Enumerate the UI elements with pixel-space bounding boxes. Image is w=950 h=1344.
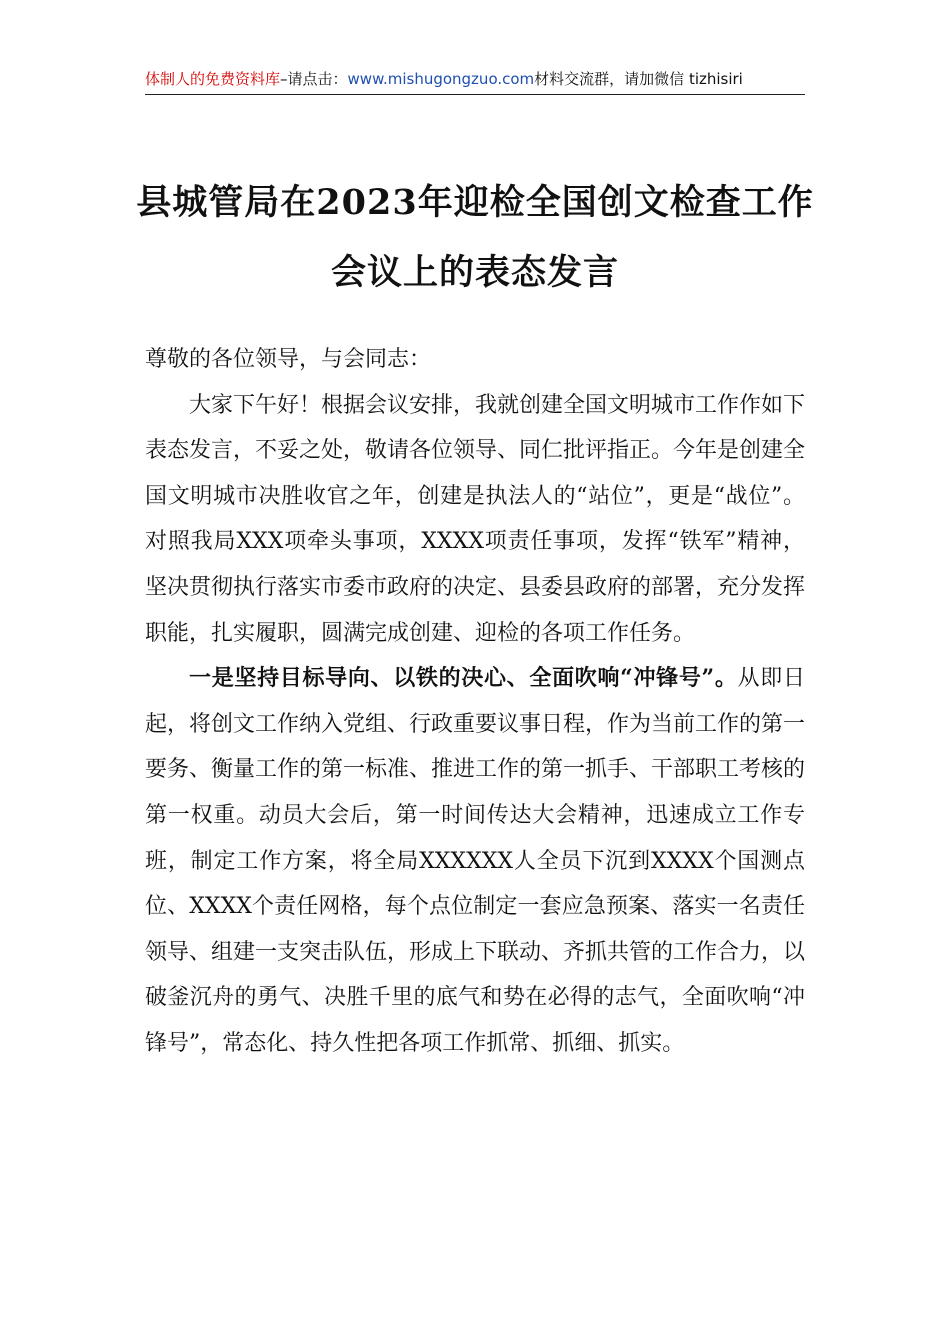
- header-url-link[interactable]: www.mishugongzuo.com: [347, 70, 535, 88]
- header-site-name: 体制人的免费资料库: [145, 70, 281, 88]
- paragraph-1: 大家下午好！根据会议安排，我就创建全国文明城市工作作如下表态发言，不妥之处，敬请各位领导、同仁批评指正。今年是创建全国文明城市决胜收官之年，创建是执法人的“站位”，更是“战位”。对照我局XXX项牵头事项，XXXX项责任事项，发挥“铁军”精神，坚决贯彻执行落实市委市政府的决定、县委县政府的部署，充分发挥职能，扎实履职，圆满完成创建、迎检的各项工作任务。: [145, 392, 806, 646]
- paragraph-2: [145, 656, 805, 1066]
- document-title-line-2: 会议上的表态发言: [330, 252, 619, 293]
- page-header: [145, 64, 805, 95]
- paragraph-2-body: 从即日起，将创文工作纳入党组、行政重要议事日程，作为当前工作的第一要务、衡量工作的第一标准、推进工作的第一抓手、干部职工考核的第一权重。动员大会后，第一时间传达大会精神，迅速成立工作专班，制定工作方案，将全局XXXXXX人全员下沉到XXXX个国测点位、XXXX个责任网格，每个点位制定一套应急预案、落实一名责任领导、组建一支突击队伍，形成上下联动、齐抓共管的工作合力，以破釜沉舟的勇气、决胜千里的底气和势在必得的志气，全面吹响“冲锋号”，常态化、持久性把各项工作抓常、抓细、抓实。: [145, 666, 806, 1056]
- paragraph-2-heading: 一是坚持目标导向、以铁的决心、全面吹响“冲锋号”。: [189, 665, 738, 692]
- header-prompt: –请点击：: [280, 70, 348, 88]
- document-title-line-1: 县城管局在2023年迎检全国创文检查工作: [136, 182, 814, 223]
- salutation: 尊敬的各位领导，与会同志：: [145, 347, 432, 372]
- document-body: [145, 337, 805, 1067]
- header-note: 材料交流群，请加微信 tizhisiri: [534, 70, 743, 88]
